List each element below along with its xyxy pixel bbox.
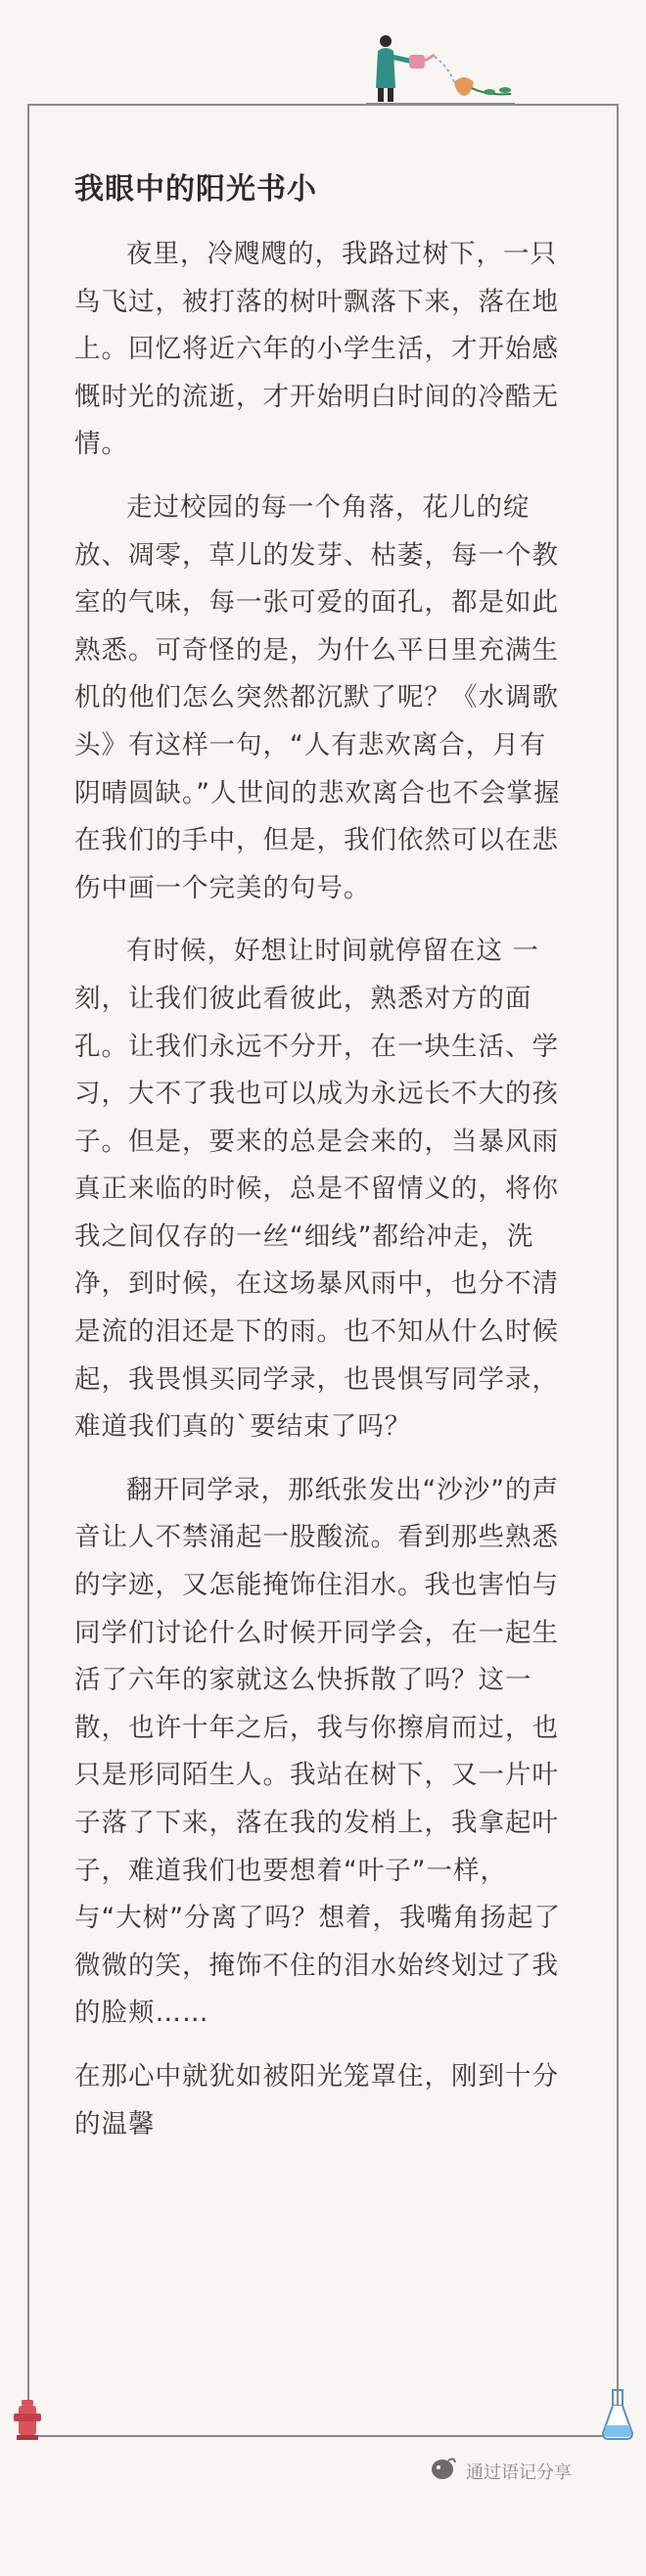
article-body — [74, 231, 572, 2164]
paragraph: 有时候，好想让时间就停留在这 一刻，让我们彼此看彼此，熟悉对方的面孔。让我们永远不分开，在一块生活、学习，大不了我也可以成为永远长不大的孩子。但是，要来的总是会来的，当暴风雨真正来临的时候，总是不留情义的，将你我之间仅存的一丝“细线”都给冲走，洗净，到时候，在这场暴风雨中，也分不清是流的泪还是下的雨。也不知从什么时候起，我畏惧买同学录，也畏惧写同学录，难道我们真的`要结束了吗？ — [74, 936, 559, 1443]
yuji-logo-icon — [431, 2457, 456, 2485]
article-title: 我眼中的阳光书小 — [74, 172, 317, 207]
paragraph: 夜里，冷飕飕的，我路过树下，一只鸟飞过，被打落的树叶飘落下来，落在地上。回忆将近六年的小学生活，才开始感慨时光的流逝，才开始明白时间的冷酷无情。 — [74, 239, 559, 460]
share-footer — [431, 2457, 572, 2485]
paragraph: 翻开同学录，那纸张发出“沙沙”的声音让人不禁涌起一股酸流。看到那些熟悉的字迹，又怎能掩饰住泪水。我也害怕与同学们讨论什么时候开同学会，在一起生活了六年的家就这么快拆散了吗？这一散，也许十年之后，我与你擦肩而过，也只是形同陌生人。我站在树下，又一片叶子落了下来，落在我的发梢上，我拿起叶子，难道我们也要想着“叶子”一样，与“大树”分离了吗？想着，我嘴角扬起了微微的笑，掩饰不住的泪水始终划过了我的脸颊…… — [74, 1474, 561, 2029]
person-watering-plant-icon — [366, 31, 515, 114]
flask-icon — [601, 2388, 634, 2445]
share-text: 通过语记分享 — [466, 2461, 572, 2483]
paragraph: 走过校园的每一个角落，花儿的绽放、凋零，草儿的发芽、枯萎，每一个教室的气味，每一张可爱的面孔，都是如此熟悉。可奇怪的是，为什么平日里充满生机的他们怎么突然都沉默了呢？《水调歌头》有这样一句，“人有悲欢离合，月有阴晴圆缺。”人世间的悲欢离合也不会掌握在我们的手中，但是，我们依然可以在悲伤中画一个完美的句号。 — [74, 491, 561, 903]
fire-hydrant-icon — [14, 2398, 41, 2445]
paragraph: 在那心中就犹如被阳光笼罩住，刚到十分的温馨 — [74, 2060, 559, 2139]
